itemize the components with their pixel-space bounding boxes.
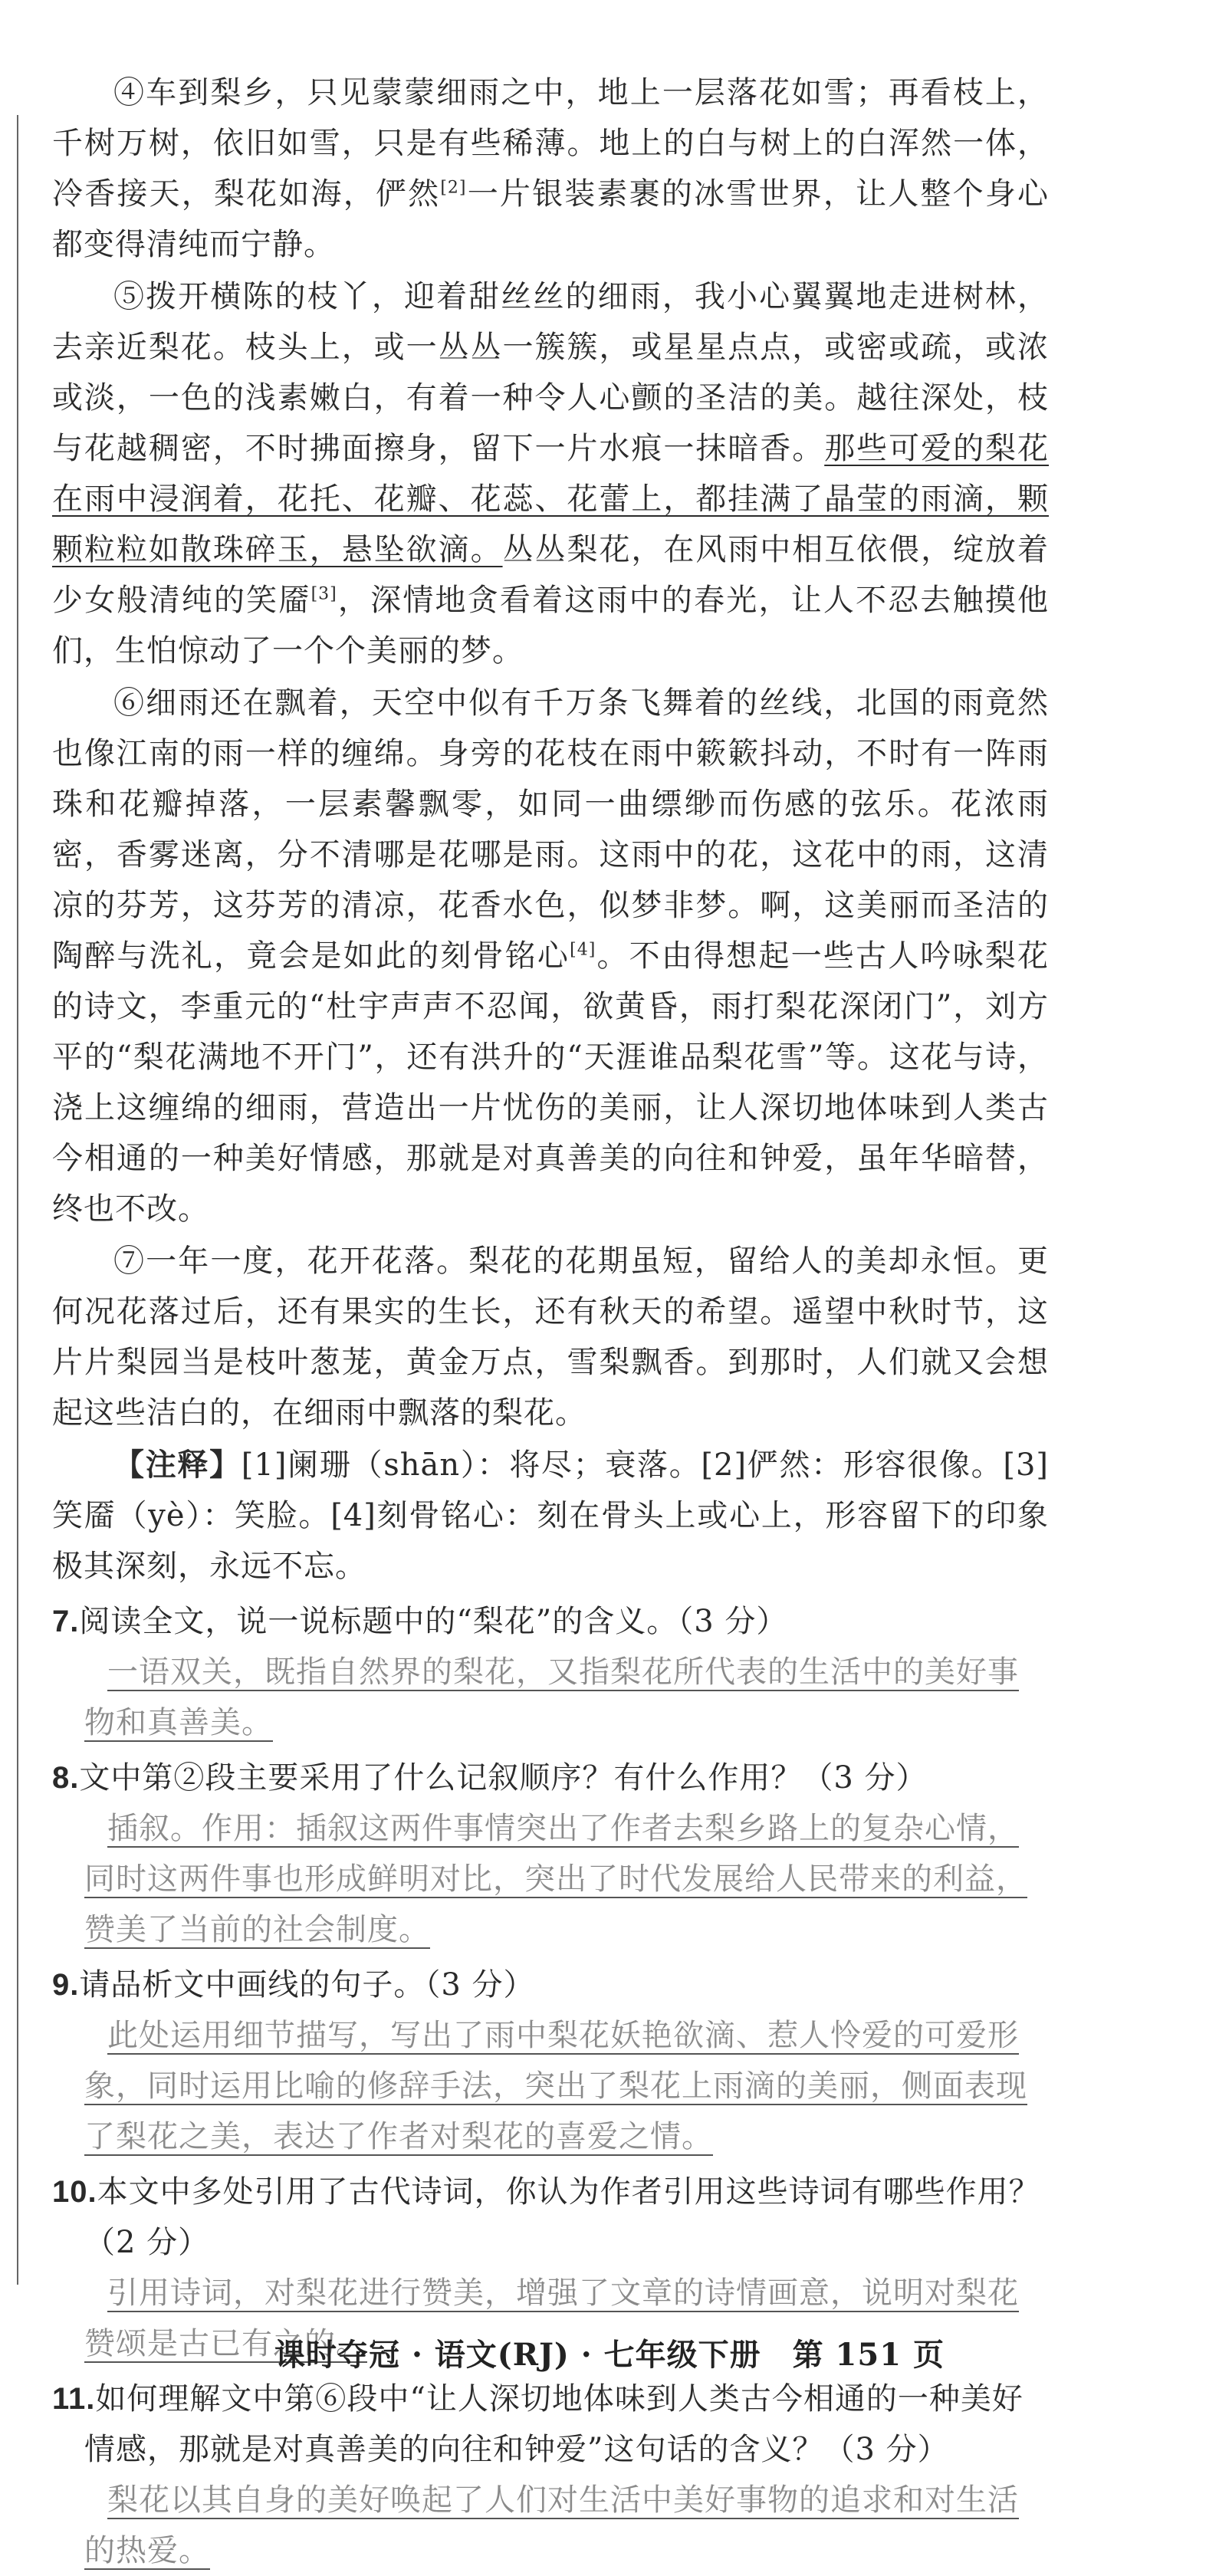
question-text: [52, 2374, 1049, 2475]
answer-text: 此处运用细节描写，写出了雨中梨花妖艳欲滴、惹人怜爱的可爱形象，同时运用比喻的修辞手法，突出了梨花上雨滴的美丽，侧面表现了梨花之美，表达了作者对梨花的喜爱之情。: [84, 2018, 1027, 2154]
paragraph-text: 丛丛梨花，在风雨中相互依偎，绽放着少女般清纯的笑靥: [52, 532, 1050, 618]
page-content: [52, 67, 1049, 2576]
answer-text: 插叙。作用：插叙这两件事情突出了作者去梨乡路上的复杂心情，同时这两件事也形成鲜明对比，突出了时代发展给人民带来的利益，赞美了当前的社会制度。: [84, 1811, 1027, 1947]
answer-text: 梨花以其自身的美好唤起了人们对生活中美好事物的追求和对生活的热爱。: [84, 2482, 1019, 2568]
footnote-ref: [3]: [310, 584, 337, 604]
underlined-sentence: 那些可爱的梨花在雨中浸润着，花托、花瓣、花蕊、花蕾上，都挂满了晶莹的雨滴，颗颗粒粒如散珠碎玉，悬坠欲滴。: [52, 431, 1050, 567]
paragraph-text: ④车到梨乡，只见蒙蒙细雨之中，地上一层落花如雪；再看枝上，千树万树，依旧如雪，只是有些稀薄。地上的白与树上的白浑然一体，冷香接天，梨花如海，俨然: [52, 75, 1049, 212]
question-prompt: 请品析文中画线的句子。（3 分）: [79, 1967, 535, 2003]
margin-rule: [17, 115, 18, 2285]
question-9: [52, 1960, 1049, 2162]
paragraph-7: [52, 1236, 1049, 1438]
question-number: 10.: [52, 2175, 97, 2209]
question-prompt: 文中第②段主要采用了什么记叙顺序？有什么作用？（3 分）: [79, 1760, 928, 1796]
answer-text: 一语双关，既指自然界的梨花，又指梨花所代表的生活中的美好事物和真善美。: [84, 1654, 1019, 1740]
paragraph-text: 。不由得想起一些古人吟咏梨花的诗文，李重元的“杜宇声声不忍闻，欲黄昏，雨打梨花深闭门”，刘方平的“梨花满地不开门”，还有洪升的“天涯谁品梨花雪”等。这花与诗，浇上这缠绵的细雨，营造出一片忧伤的美丽，让人深切地体味到人类古今相通的一种美好情感，那就是对真善美的向往和钟爱，虽年华暗替，终也不改。: [52, 938, 1050, 1227]
question-prompt: 如何理解文中第⑥段中“让人深切地体味到人类古今相通的一种美好情感，那就是对真善美的向往和钟爱”这句话的含义？（3 分）: [84, 2381, 1024, 2467]
question-number: 9.: [52, 1968, 80, 2002]
page-footer: 课时夺冠 · 语文(RJ) · 七年级下册 第 151 页: [274, 2337, 945, 2373]
answer-text: 引用诗词，对梨花进行赞美，增强了文章的诗情画意，说明对梨花赞颂是古已有之的。: [84, 2275, 1019, 2361]
question-number: 8.: [52, 1761, 80, 1795]
paragraph-text: ，深情地贪看着这雨中的春光，让人不忍去触摸他们，生怕惊动了一个个美丽的梦。: [52, 583, 1050, 669]
answer: [84, 2475, 1049, 2576]
question-text: [52, 1753, 1049, 1803]
paragraph-6: [52, 678, 1049, 1234]
answer: [84, 2010, 1049, 2162]
question-number: 7.: [52, 1605, 80, 1638]
footnote-ref: [4]: [570, 940, 596, 960]
answer: [84, 1647, 1049, 1748]
paragraph-4: [52, 67, 1049, 270]
question-7: [52, 1596, 1049, 1748]
question-8: [52, 1753, 1049, 1955]
paragraph-text: 一片银装素裹的冰雪世界，让人整个身心都变得清纯而宁静。: [52, 176, 1050, 262]
paragraph-5: [52, 271, 1049, 676]
notes-tag: 【注释】: [113, 1447, 242, 1483]
question-text: [52, 2167, 1049, 2268]
question-prompt: 本文中多处引用了古代诗词，你认为作者引用这些诗词有哪些作用？（2 分）: [84, 2174, 1040, 2260]
question-11: [52, 2374, 1049, 2576]
answer: [84, 1803, 1049, 1955]
paragraph-text: ⑤拨开横陈的枝丫，迎着甜丝丝的细雨，我小心翼翼地走进树林，去亲近梨花。枝头上，或一丛丛一簇簇，或星星点点，或密或疏，或浓或淡，一色的浅素嫩白，有着一种令人心颤的圣洁的美。越往深处，枝与花越稠密，不时拂面擦身，留下一片水痕一抹暗香。: [52, 279, 1049, 466]
footnote-ref: [2]: [440, 178, 467, 198]
paragraph-text: ⑥细雨还在飘着，天空中似有千万条飞舞着的丝线，北国的雨竟然也像江南的雨一样的缠绵。身旁的花枝在雨中簌簌抖动，不时有一阵雨珠和花瓣掉落，一层素馨飘零，如同一曲缥缈而伤感的弦乐。花浓雨密，香雾迷离，分不清哪是花哪是雨。这雨中的花，这花中的雨，这清凉的芬芳，这芬芳的清凉，花香水色，似梦非梦。啊，这美丽而圣洁的陶醉与洗礼，竟会是如此的刻骨铭心: [52, 685, 1049, 974]
paragraph-text: ⑦一年一度，花开花落。梨花的花期虽短，留给人的美却永恒。更何况花落过后，还有果实的生长，还有秋天的希望。遥望中秋时节，这片片梨园当是枝叶葱茏，黄金万点，雪梨飘香。到那时，人们就又会想起这些洁白的，在细雨中飘落的梨花。: [52, 1244, 1049, 1431]
question-text: [52, 1596, 1049, 1647]
notes-text: [1]阑珊（shān）：将尽；衰落。[2]俨然：形容很像。[3]笑靥（yè）：笑脸。[4]刻骨铭心：刻在骨头上或心上，形容留下的印象极其深刻，永远不忘。: [52, 1447, 1049, 1584]
question-number: 11.: [52, 2382, 96, 2416]
question-prompt: 阅读全文，说一说标题中的“梨花”的含义。（3 分）: [79, 1604, 788, 1639]
question-text: [52, 1960, 1049, 2010]
notes: [52, 1440, 1049, 1592]
